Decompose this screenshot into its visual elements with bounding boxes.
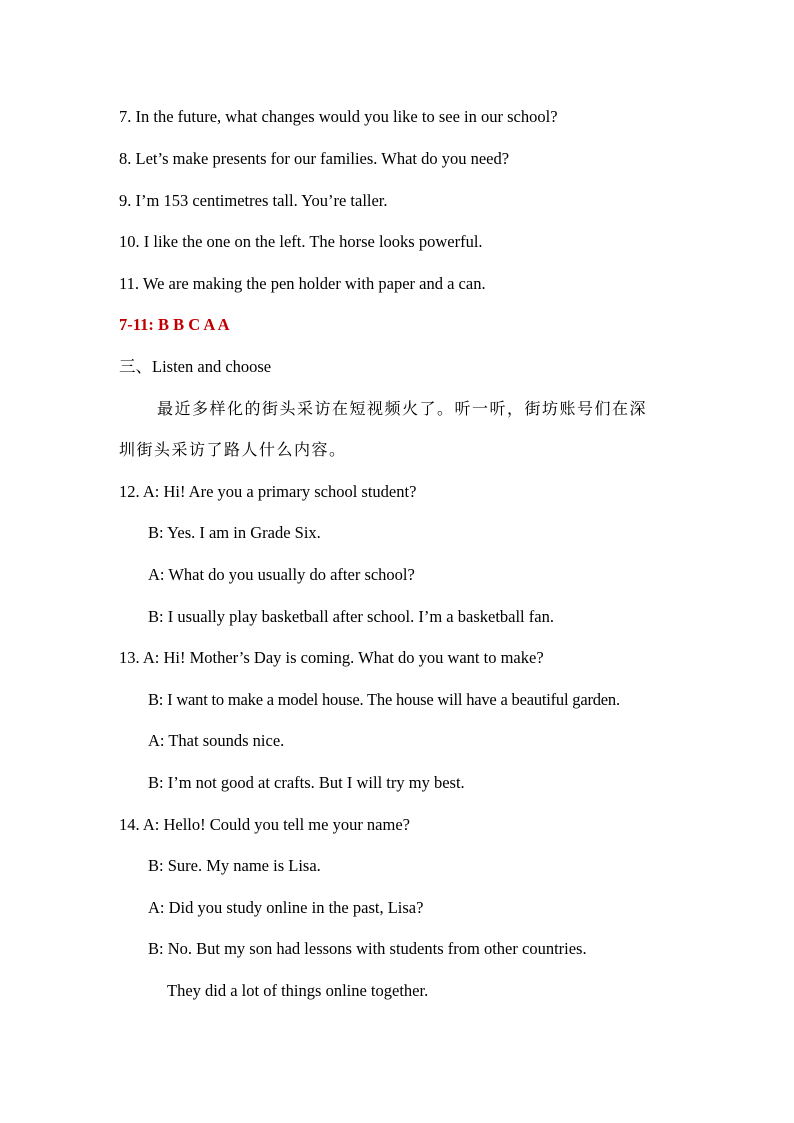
dialogue-13-line-1: 13. A: Hi! Mother’s Day is coming. What do you want to make? bbox=[119, 648, 544, 667]
question-11: 11. We are making the pen holder with paper and a can. bbox=[119, 274, 486, 293]
dialogue-13-line-4: B: I’m not good at crafts. But I will try my best. bbox=[148, 773, 465, 792]
dialogue-12-line-3: A: What do you usually do after school? bbox=[148, 565, 415, 584]
dialogue-12-line-4: B: I usually play basketball after school. I’m a basketball fan. bbox=[148, 607, 554, 626]
answer-key-7-11: 7-11: B B C A A bbox=[119, 315, 230, 334]
dialogue-13-line-2: B: I want to make a model house. The house will have a beautiful garden. bbox=[148, 690, 620, 709]
dialogue-14-line-5: They did a lot of things online together. bbox=[167, 981, 429, 1000]
section-intro-line-2: 圳街头采访了路人什么内容。 bbox=[119, 440, 347, 459]
dialogue-14-line-2: B: Sure. My name is Lisa. bbox=[148, 856, 321, 875]
section-heading: 三、Listen and choose bbox=[119, 357, 272, 376]
question-7: 7. In the future, what changes would you like to see in our school? bbox=[119, 107, 558, 126]
dialogue-14-line-4: B: No. But my son had lessons with students from other countries. bbox=[148, 939, 587, 958]
section-intro-line-1: 最近多样化的街头采访在短视频火了。听一听，街坊账号们在深 bbox=[157, 399, 648, 418]
question-8: 8. Let’s make presents for our families. What do you need? bbox=[119, 149, 510, 168]
dialogue-13-line-3: A: That sounds nice. bbox=[148, 731, 285, 750]
dialogue-14-line-1: 14. A: Hello! Could you tell me your name? bbox=[119, 815, 410, 834]
dialogue-14-line-3: A: Did you study online in the past, Lisa? bbox=[148, 898, 424, 917]
dialogue-12-line-2: B: Yes. I am in Grade Six. bbox=[148, 523, 321, 542]
question-9: 9. I’m 153 centimetres tall. You’re taller. bbox=[119, 191, 388, 210]
question-10: 10. I like the one on the left. The horse looks powerful. bbox=[119, 232, 483, 251]
dialogue-12-line-1: 12. A: Hi! Are you a primary school student? bbox=[119, 482, 417, 501]
